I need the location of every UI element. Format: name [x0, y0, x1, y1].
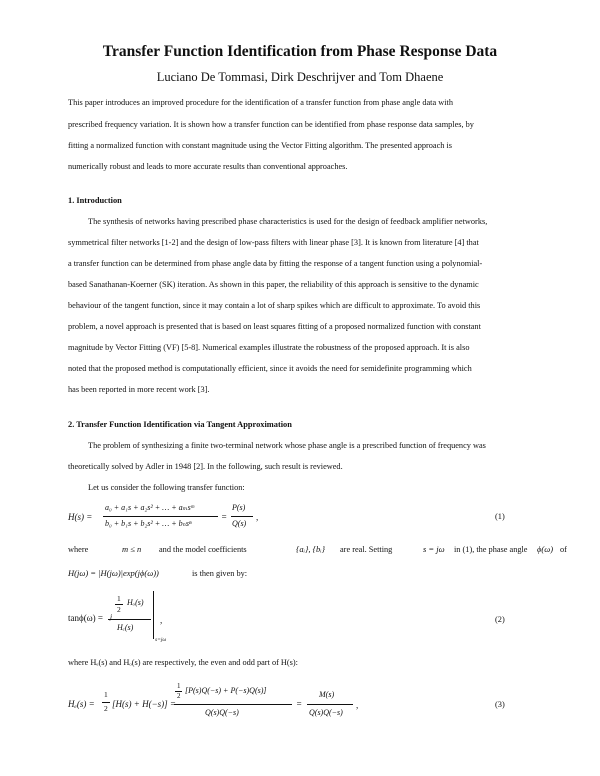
eq3-lhs: Hₑ(s) = [68, 699, 95, 709]
eq1-tail: , [256, 512, 259, 522]
eq3-half-one: 1 [177, 682, 181, 690]
eq3-rnum: M(s) [319, 690, 335, 699]
where-text: are real. Setting [340, 545, 393, 554]
where-text: where [68, 545, 89, 554]
eq1-denominator: b₀ + b₁s + b₂s² + … + bₙsⁿ [105, 519, 192, 528]
intro-line: magnitude by Vector Fitting (VF) [5-8]. Numerical examples illustrate the robustness of the proposed approach. It is also [68, 343, 470, 352]
abstract-line: This paper introduces an improved procedure for the identification of a transfer function from phase angle data with [68, 98, 453, 107]
eq3-bracket: [H(s) + H(−s)] = [112, 699, 176, 709]
eq2-fraction-bar [108, 619, 151, 620]
where-text: of [560, 545, 567, 554]
eq1-rfraction-bar [231, 516, 253, 517]
eq2-even-part: Hₑ(s) [117, 623, 134, 632]
phase-expression: H(jω) = |H(jω)|exp(jϕ(ω)) [68, 568, 159, 578]
section2-line: The problem of synthesizing a finite two-terminal network whose phase angle is a prescribed function of frequency was [88, 441, 486, 450]
abstract-line: numerically robust and leads to more accurate results than conventional approaches. [68, 162, 348, 171]
eq2-half-num: 1 [117, 594, 121, 603]
paper-title: Transfer Function Identification from Phase Response Data [102, 43, 498, 60]
eq1-rden: Q(s) [232, 519, 247, 528]
eq2-tail: , [160, 615, 163, 625]
abstract-line: fitting a normalized function with constant magnitude using the Vector Fitting algorithm. The presented approach is [68, 141, 453, 150]
eq3-mid-numerator: [P(s)Q(−s) + P(−s)Q(s)] [185, 686, 267, 695]
eq3-mid-fraction-bar [174, 704, 292, 705]
eq2-substitution: s=jω [155, 637, 167, 643]
eq2-lhs: tanϕ(ω) = [68, 613, 103, 623]
eq3-tail: , [356, 700, 359, 710]
where-math: {aᵢ}, {bᵢ} [296, 544, 326, 554]
eq3-number: (3) [495, 700, 505, 709]
eq1-equals: = [221, 512, 228, 522]
eq3-rfraction-bar [307, 704, 353, 705]
where-text: in (1), the phase angle [454, 545, 528, 554]
section-heading-introduction: 1. Introduction [68, 196, 122, 205]
paper-authors: Luciano De Tommasi, Dirk Deschrijver and Tom Dhaene [156, 70, 444, 84]
where-math: ϕ(ω) [537, 544, 554, 554]
intro-line: based Sanathanan-Koerner (SK) iteration. As shown in this paper, the reliability of this approach is sensitive to the dynamic [68, 280, 479, 289]
section-heading-tangent: 2. Transfer Function Identification via Tangent Approximation [68, 420, 292, 429]
eq2-evaluation-bar [153, 591, 154, 639]
intro-line: has been reported in more recent work [3]. [68, 385, 210, 394]
eq3-half-two: 2 [177, 692, 181, 700]
section2-line: theoretically solved by Adler in 1948 [2]. In the following, such result is reviewed. [68, 462, 343, 471]
where-math: m ≤ n [122, 544, 142, 554]
eq3-rden: Q(s)Q(−s) [309, 708, 343, 717]
intro-line: symmetrical filter networks [1-2] and the design of low-pass filters with linear phase [3]. It is known from literature [4] that [68, 238, 479, 247]
intro-line: a transfer function can be determined from phase angle data by fitting the response of a tangent function using a polynomial- [68, 259, 483, 268]
eq1-lhs: H(s) = [68, 512, 93, 522]
eq1-rnum: P(s) [232, 503, 246, 512]
section2-line: Let us consider the following transfer function: [88, 483, 245, 492]
where-math: s = jω [423, 544, 445, 554]
eq2-odd-part: Hₒ(s) [127, 598, 144, 607]
intro-line: The synthesis of networks having prescribed phase characteristics is used for the design of feedback amplifier networks, [88, 217, 488, 226]
intro-line: noted that the proposed method is computationally efficient, since it avoids the need for semidefinite programming which [68, 364, 472, 373]
phase-text: is then given by: [192, 569, 248, 578]
where-text: and the model coefficients [159, 545, 247, 554]
abstract-line: prescribed frequency variation. It is shown how a transfer function can be identified from phase response data samples, by [68, 120, 474, 129]
where-line-2: where Hₑ(s) and Hₒ(s) are respectively, the even and odd part of H(s): [68, 658, 298, 667]
eq3-equals: = [296, 699, 303, 709]
eq2-number: (2) [495, 615, 505, 624]
eq2-j: j [110, 612, 113, 621]
eq3-mid-denominator: Q(s)Q(−s) [205, 708, 239, 717]
eq3-two: 2 [104, 704, 108, 713]
eq3-one: 1 [104, 690, 108, 699]
intro-line: behaviour of the tangent function, since it may contain a lot of sharp spikes which are difficult to approximate. To avoid this [68, 301, 481, 310]
intro-line: problem, a novel approach is presented that is based on least squares fitting of a proposed normalized function with constant [68, 322, 481, 331]
eq2-half-den: 2 [117, 605, 121, 614]
eq1-numerator: a₀ + a₁s + a₂s² + … + aₘsᵐ [105, 503, 195, 512]
eq1-number: (1) [495, 512, 505, 521]
eq3-half-bar [102, 702, 110, 703]
eq1-fraction-bar [103, 516, 218, 517]
